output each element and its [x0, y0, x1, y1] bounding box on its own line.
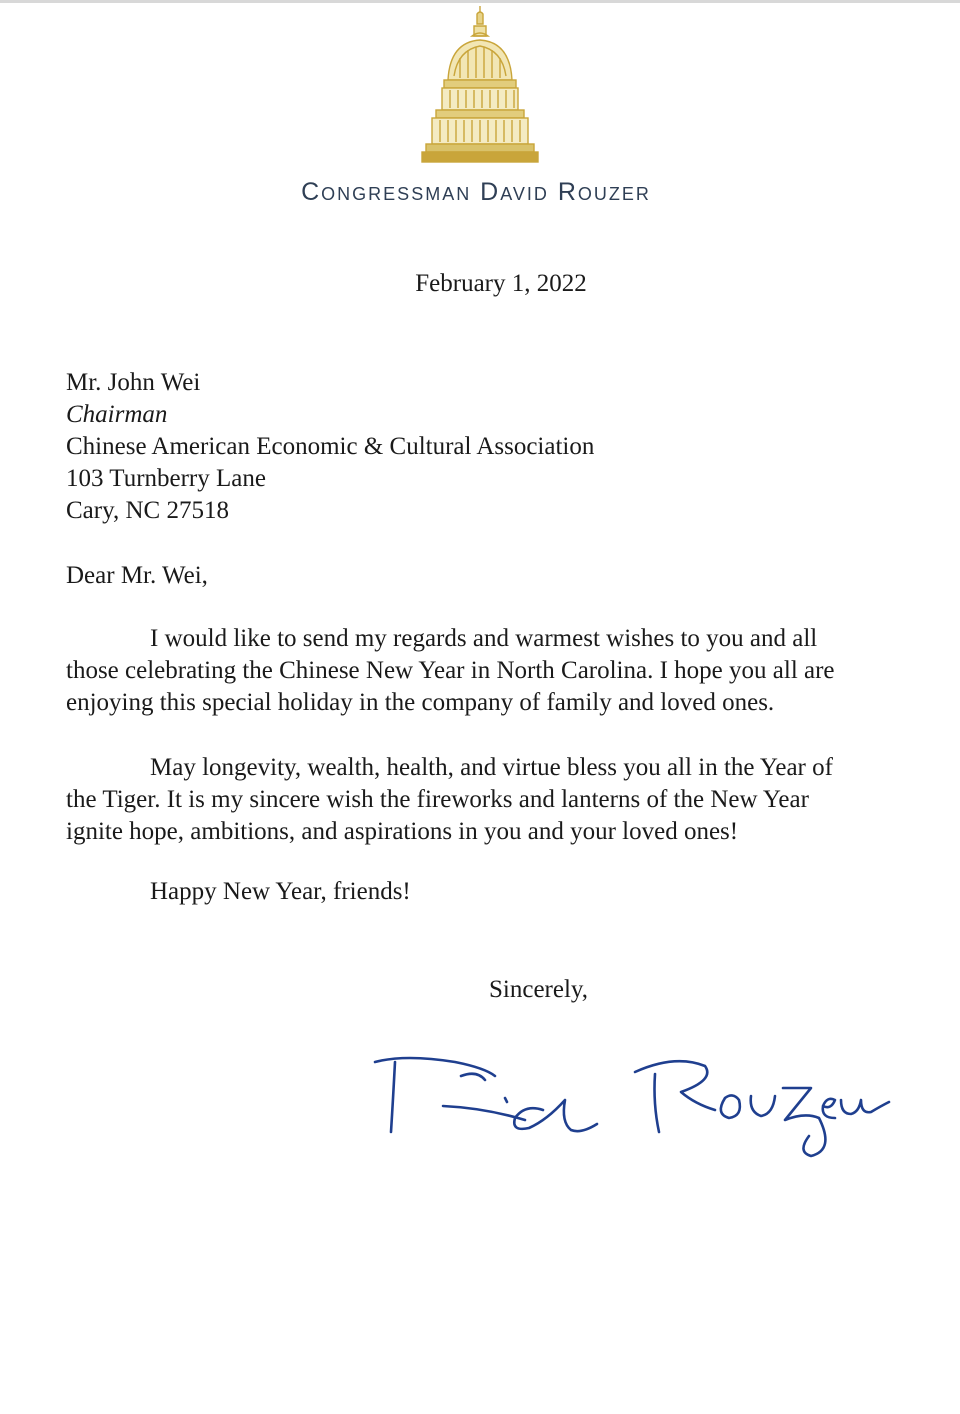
recipient-address: [66, 367, 594, 527]
recipient-title: Chairman: [66, 401, 168, 428]
recipient-street: 103 Turnberry Lane: [66, 465, 266, 492]
recipient-organization: Chinese American Economic & Cultural Association: [66, 433, 595, 460]
body-paragraph-1: [66, 623, 936, 719]
recipient-name: Mr. John Wei: [66, 369, 201, 396]
recipient-city: Cary, NC 27518: [66, 497, 229, 524]
sign-off: Sincerely,: [489, 976, 589, 1003]
letterhead-name: Congressman David Rouzer: [301, 178, 651, 206]
paragraph-line: enjoying this special holiday in the company of family and loved ones.: [66, 689, 775, 716]
salutation: Dear Mr. Wei,: [66, 562, 208, 589]
paragraph-line: the Tiger. It is my sincere wish the fireworks and lanterns of the New Year: [66, 786, 809, 813]
signature: [365, 1040, 895, 1160]
paragraph-line: May longevity, wealth, health, and virtue bless you all in the Year of: [150, 754, 833, 781]
paragraph-line: ignite hope, ambitions, and aspirations in you and your loved ones!: [66, 818, 739, 845]
capitol-dome-icon: [420, 2, 540, 168]
letter-date: February 1, 2022: [415, 270, 587, 297]
paragraph-line: those celebrating the Chinese New Year in North Carolina. I hope you all are: [66, 657, 835, 684]
paragraph-line: I would like to send my regards and warmest wishes to you and all: [150, 625, 818, 652]
closing-line: Happy New Year, friends!: [150, 878, 411, 905]
body-paragraph-2: [66, 752, 936, 848]
